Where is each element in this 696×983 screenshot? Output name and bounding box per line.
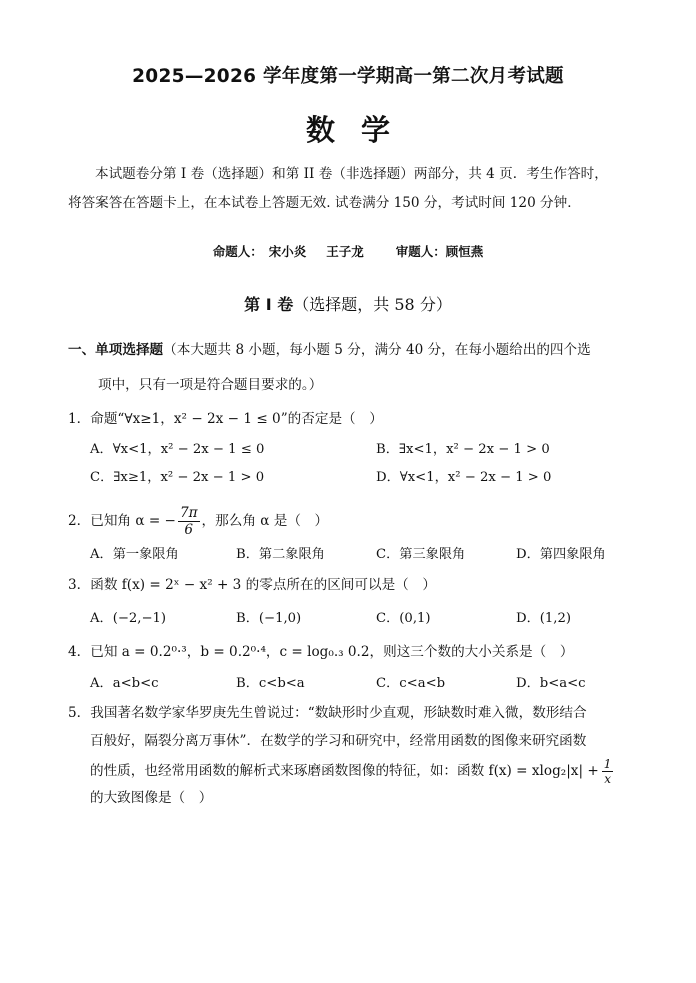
question-5-line-3-text: 的性质，也经常用函数的解析式来琢磨函数图像的特征，如：函数 f(x) = xlog₂|x| + (90, 763, 599, 779)
question-2-fraction (178, 505, 200, 538)
part-1-header (68, 338, 591, 358)
question-1-option-c: C．∃x≥1，x² − 2x − 1 > 0 (90, 470, 265, 485)
subject-heading: 数学 (305, 113, 416, 147)
question-5-line-1: 5．我国著名数学家华罗庚先生曾说过：“数缺形时少直观，形缺数时难入微，数形结合 (68, 705, 587, 721)
part-1-desc-line-1: （本大题共 8 小题，每小题 5 分，满分 40 分，在每小题给出的四个选 (163, 342, 591, 358)
question-2-option-c: C．第三象限角 (376, 547, 466, 562)
question-2-option-b: B．第二象限角 (236, 547, 325, 562)
section-1-title: 第 I 卷 (244, 295, 294, 314)
question-5-fraction-numerator: 1 (603, 757, 612, 771)
exam-instructions (68, 160, 628, 218)
setter-label: 命题人： (212, 244, 263, 259)
question-3-option-a: A．(−2,−1) (90, 611, 167, 626)
question-4-option-a: A．a<b<c (90, 676, 159, 691)
instructions-line-2: 将答案答在答题卡上，在本试卷上答题无效. 试卷满分 150 分，考试时间 120 分钟． (68, 195, 581, 211)
question-3-stem: 3．函数 f(x) = 2ˣ − x² + 3 的零点所在的区间可以是（ ） (68, 577, 436, 593)
question-2-stem-start: 2．已知角 α = − (68, 513, 176, 529)
reviewer-name: 顾恒燕 (445, 244, 484, 259)
question-5-line-4: 的大致图像是（ ） (90, 790, 213, 806)
question-2-fraction-denominator: 6 (184, 522, 194, 538)
exam-title: 2025—2026 学年度第一学期高一第二次月考试题 (132, 66, 564, 87)
question-5-fraction-denominator: x (604, 772, 611, 786)
question-3-option-b: B．(−1,0) (236, 611, 302, 626)
question-2-stem-end: ，那么角 α 是（ ） (201, 513, 329, 529)
instructions-line-1: 本试题卷分第 I 卷（选择题）和第 II 卷（非选择题）两部分，共 4 页．考生作答时， (95, 166, 608, 182)
question-4-stem: 4．已知 a = 0.2⁰·³，b = 0.2⁰·⁴，c = log₀.₃ 0.2，则这三个数的大小关系是（ ） (68, 644, 574, 660)
question-2-fraction-numerator: 7π (179, 505, 198, 521)
question-1-option-d: D．∀x<1，x² − 2x − 1 > 0 (376, 470, 552, 485)
part-1-desc-line-2: 项中，只有一项是符合题目要求的。） (98, 377, 323, 393)
section-1-subtitle: （选择题，共 58 分） (293, 295, 452, 314)
question-5-line-2: 百般好，隔裂分离万事休”．在数学的学习和研究中，经常用函数的图像来研究函数 (90, 733, 587, 749)
part-1-label: 一、单项选择题 (68, 342, 164, 358)
question-5-line-3 (90, 757, 613, 786)
question-4-option-d: D．b<a<c (516, 676, 586, 691)
question-4-option-b: B．c<b<a (236, 676, 305, 691)
question-2-option-d: D．第四象限角 (516, 547, 606, 562)
question-1-option-a: A．∀x<1，x² − 2x − 1 ≤ 0 (90, 442, 265, 457)
setter-name-2: 王子龙 (326, 244, 364, 259)
question-3-option-c: C．(0,1) (376, 611, 431, 626)
reviewer-label: 审题人： (395, 244, 446, 259)
question-4-option-c: C．c<a<b (376, 676, 446, 691)
question-3-option-d: D．(1,2) (516, 611, 572, 626)
setter-name-1: 宋小炎 (268, 244, 307, 259)
section-1-heading (0, 292, 696, 315)
question-5-fraction (602, 757, 614, 786)
author-credits (0, 242, 696, 260)
question-2-stem (68, 505, 328, 538)
question-2-option-a: A．第一象限角 (90, 547, 179, 562)
question-1-option-b: B．∃x<1，x² − 2x − 1 > 0 (376, 442, 550, 457)
question-1-stem: 1．命题“∀x≥1，x² − 2x − 1 ≤ 0”的否定是（ ） (68, 411, 383, 427)
